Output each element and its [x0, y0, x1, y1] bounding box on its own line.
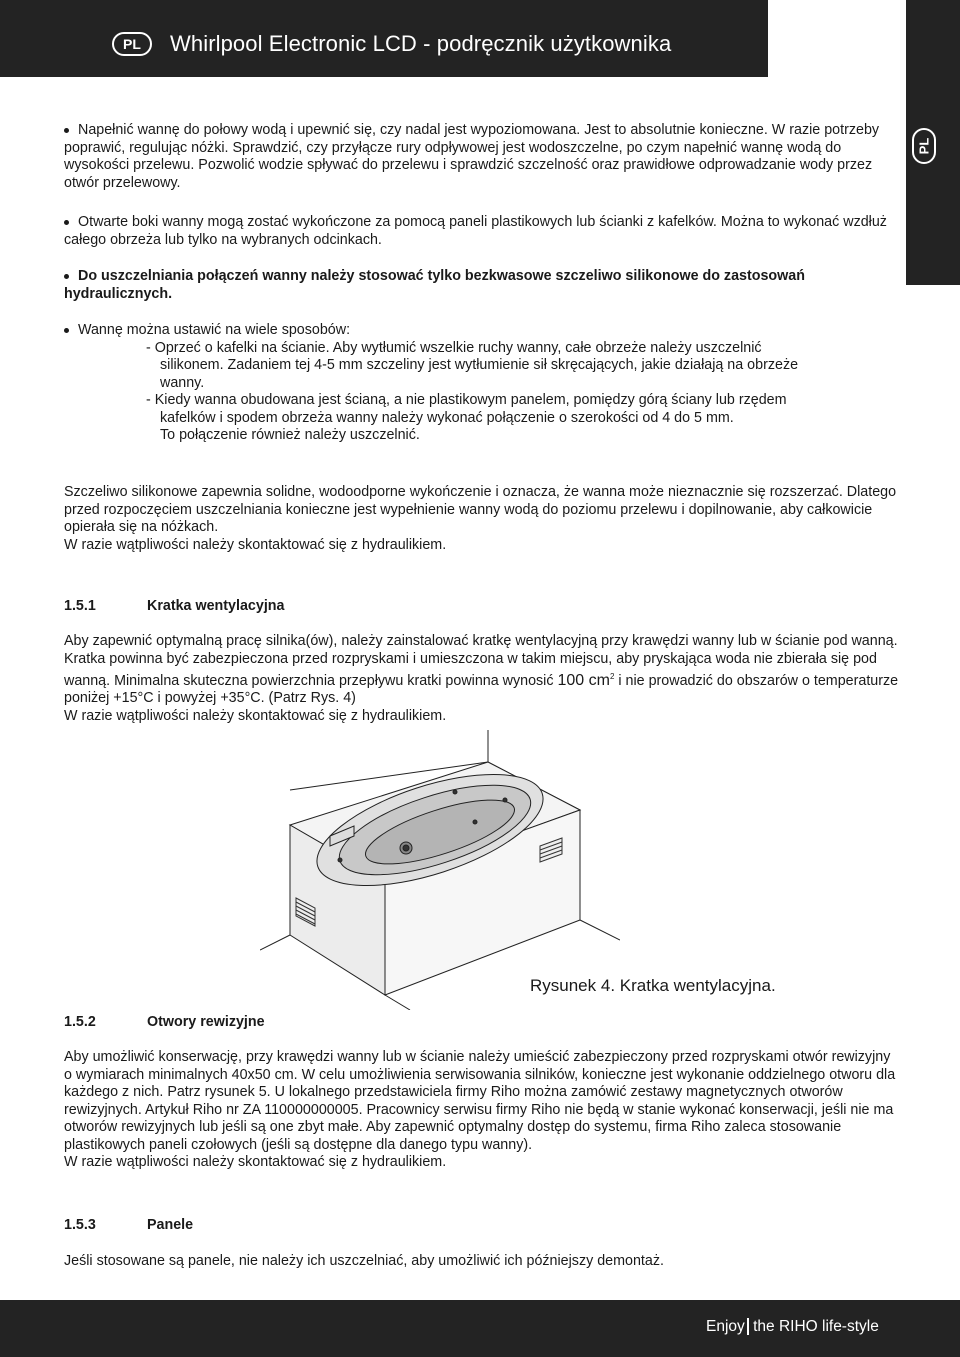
section-heading-1-5-3: 1.5.3 Panele [64, 1217, 194, 1233]
page-title: Whirlpool Electronic LCD - podręcznik użytkownika [170, 31, 672, 56]
bullet-dot [64, 274, 69, 279]
paragraph-panels: Jeśli stosowane są panele, nie należy ich uszczelniać, aby umożliwić ich późniejszy demontaż. [64, 1253, 664, 1269]
language-badge: PL [112, 32, 152, 56]
bullet-dot [64, 328, 69, 333]
paragraph-silicone: Szczeliwo silikonowe zapewnia solidne, wodoodporne wykończenie i oznacza, że wanna może nieznacznie się rozszerzać. Dlatego przed rozpoczęciem uszczelniania konieczne jest wypełnienie wanny wodą do poziomu przelewu i dopilnowanie, aby całkowicie opierała się na nóżkach. W razie wątpliwości należy skontaktować się z hydraulikiem. [64, 484, 897, 553]
paragraph-inspection-openings: Aby umożliwić konserwację, przy krawędzi wanny lub w ścianie należy umieścić zabezpieczony przed rozpryskami otwór rewizyjny o wymiarach minimalnych 40x50 cm. W celu umożliwienia serwisowania silników, konieczne jest wykonanie oddzielnego otworu dla każdego z nich. Patrz rysunek 5. U lokalnego przedstawiciela firmy Riho można zamówić zestawy magnetycznych otworów rewizyjnych. Artykuł Riho nr ZA 110000000005. Pracownicy serwisu firmy Riho nie będą w stanie wykonać konserwacji, jeśli nie ma otworów rewizyjnych lub jeśli są one zbyt małe. Aby zapewnić optymalny dostęp do systemu, firma Riho zaleca stosowanie plastikowych paneli czołowych (jeśli są dostępne dla danego typu wanny). W razie wątpliwości należy skontaktować się z hydraulikiem. [64, 1049, 896, 1170]
bathtub-illustration [260, 730, 620, 1010]
section-heading-1-5-2: 1.5.2 Otwory rewizyjne [64, 1014, 265, 1030]
bullet-fill-bath: Napełnić wannę do połowy wodą i upewnić się, czy nadal jest wypoziomowana. Jest to absolutnie konieczne. W razie potrzeby poprawić, regulując nóżki. Sprawdzić, czy przyłącze rury odpływowej jest wodoszczelne, po czym napełnić wannę wodą do wysokości przelewu. Pozwolić wodzie spływać do przelewu i sprawdzić szczelność oraz prawidłowe odprowadzanie wody przez otwór przelewowy. [64, 122, 880, 191]
paragraph-ventilation: Aby zapewnić optymalną pracę silnika(ów), należy zainstalować kratkę wentylacyjną przy krawędzi wanny lub w ścianie pod wanną. Kratka powinna być zabezpieczona przed rozpryskami i umieszczona w takim miejscu, aby pryskająca woda nie zbierała się pod wanną. Minimalna skuteczna powierzchnia przepływu kratki powinna wynosić 100 $cm^2$ i nie prowadzić do obszarów o temperaturze poniżej +15°C i powyżej +35°C. (Patrz Rys. 4) W razie wątpliwości należy skontaktować się z hydraulikiem. [64, 633, 899, 724]
figure-caption: Rysunek 4. Kratka wentylacyjna. [530, 976, 776, 995]
footer-slogan: Enjoy the RIHO life-style [706, 1318, 879, 1335]
bullet-open-sides: Otwarte boki wanny mogą zostać wykończone za pomocą paneli plastikowych lub ścianki z kafelków. Można to wykonać wzdłuż całego obrzeża lub tylko na wybranych odcinkach. [64, 214, 887, 248]
side-language-badge: PL [912, 128, 936, 164]
bullet-sealant: Do uszczelniania połączeń wanny należy stosować tylko bezkwasowe szczeliwo silikonowe do zastosowań hydraulicznych. [64, 268, 805, 302]
bullet-dot [64, 128, 69, 133]
section-heading-1-5-1: 1.5.1 Kratka wentylacyjna [64, 598, 285, 614]
bullet-dot [64, 220, 69, 225]
bullet-installation-options: Wannę można ustawić na wiele sposobów: - Oprzeć o kafelki na ścianie. Aby wytłumić wszelkie ruchy wanny, całe obrzeże należy uszczelnić silikonem. Zadaniem tej 4-5 mm szczeliny jest wytłumienie sił skręcających, jakie działają na obrzeże wanny. - Kiedy wanna obudowana jest ścianą, a nie plastikowym panelem, pomiędzy górą ściany lub rzędem kafelków i spodem obrzeża wanny należy wykonać połączenie o szerokości od 4 do 5 mm. To połączenie również należy uszczelnić. [64, 322, 899, 445]
